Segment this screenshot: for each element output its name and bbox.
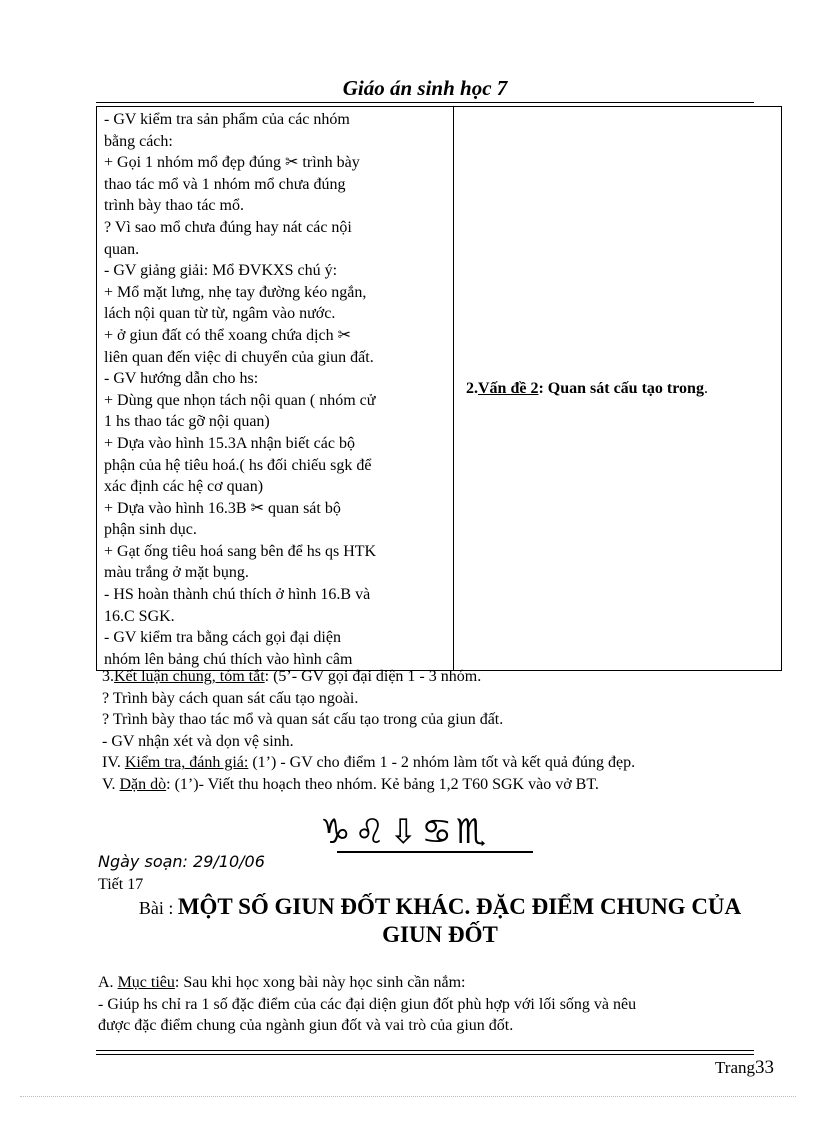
content-cell: [454, 107, 782, 671]
page-header-title: Giáo án sinh học 7: [342, 76, 508, 100]
homework-text: : (1’)- Viết thu hoạch theo nhóm. Kẻ bảng 1,2 T60 SGK vào vở BT.: [166, 775, 599, 793]
objective-heading: [98, 972, 782, 994]
table-line: quan.: [104, 240, 140, 258]
table-line: lách nội quan từ từ, ngâm vào nước.: [104, 305, 336, 323]
table-line: xác định các hệ cơ quan): [104, 478, 264, 496]
lesson-title-text-1: MỘT SỐ GIUN ĐỐT KHÁC. ĐẶC ĐIỂM CHUNG CỦA: [177, 894, 742, 919]
lesson-body: [102, 666, 782, 796]
table-line: bằng cách:: [104, 132, 173, 150]
preparation-date: Ngày soạn: 29/10/06: [98, 852, 265, 871]
section-title: : Quan sát cấu tạo trong: [538, 379, 704, 397]
table-line: 1 hs thao tác gỡ nội quan): [104, 413, 270, 431]
table-line: phận của hệ tiêu hoá.( hs đối chiếu sgk để: [104, 456, 372, 474]
table-line: + Dựa vào hình 15.3A nhận biết các bộ: [104, 434, 355, 452]
table-line: - HS hoàn thành chú thích ở hình 16.B và: [104, 586, 371, 604]
conclusion-prefix: 3.: [102, 668, 114, 685]
objective-detail: - Giúp hs chỉ ra 1 số đặc điểm của các đại diện giun đốt phù hợp với lối sống và nêu: [98, 995, 637, 1013]
section-number: 2.: [466, 379, 478, 397]
page-edge: [20, 1096, 796, 1097]
table-line: nhóm lên bảng chú thích vào hình câm: [104, 650, 353, 668]
lesson-title-line-2: GIUN ĐỐT: [382, 922, 498, 947]
homework-line: [102, 774, 782, 796]
table-line: + Gạt ống tiêu hoá sang bên để hs qs HTK: [104, 542, 377, 560]
objective-intro: : Sau khi học xong bài này học sinh cần nắm:: [174, 974, 466, 991]
table-line: + Dùng que nhọn tách nội quan ( nhóm cử: [104, 391, 376, 409]
table-line: + Gọi 1 nhóm mổ đẹp đúng ✂ trình bày: [104, 154, 360, 172]
assessment-label: Kiểm tra, đánh giá:: [124, 754, 249, 772]
body-line: ? Trình bày thao tác mổ và quan sát cấu tạo trong của giun đất.: [102, 711, 504, 729]
table-line: + ở giun đất có thể xoang chứa dịch ✂: [104, 326, 352, 344]
body-line: - GV nhận xét và dọn vệ sinh.: [102, 732, 294, 750]
footer-rule: [96, 1050, 754, 1055]
ornament-underline: [337, 851, 533, 853]
page-number: [715, 1057, 774, 1079]
homework-prefix: V.: [102, 775, 120, 793]
table-line: ? Vì sao mổ chưa đúng hay nát các nội: [104, 218, 352, 236]
section-label: Vấn đề 2: [478, 379, 539, 397]
table-line: - GV kiểm tra bằng cách gọi đại diện: [104, 629, 341, 647]
body-line: ? Trình bày cách quan sát cấu tạo ngoài.: [102, 689, 359, 707]
lesson-table: [96, 106, 782, 671]
table-line: 16.C SGK.: [104, 607, 175, 625]
objectives-section: [98, 972, 782, 1037]
objective-detail: được đặc điểm chung của ngành giun đốt và vai trò của giun đốt.: [98, 1017, 514, 1035]
page-number-value: 33: [755, 1057, 774, 1078]
table-line: + Dựa vào hình 16.3B ✂ quan sát bộ: [104, 499, 341, 517]
assessment-text: (1’) - GV cho điểm 1 - 2 nhóm làm tốt và kết quả đúng đẹp.: [248, 754, 636, 772]
table-line: phận sinh dục.: [104, 521, 197, 539]
homework-label: Dặn dò: [119, 775, 167, 793]
objective-prefix: A.: [98, 974, 118, 991]
conclusion-text: : (5’- GV gọi đại diện 1 - 3 nhóm.: [264, 668, 482, 685]
teacher-activities-cell: [97, 107, 454, 671]
lesson-title: [98, 894, 782, 948]
table-line: - GV kiểm tra sản phẩm của các nhóm: [104, 111, 350, 128]
zodiac-ornament: ♑♌⇩♋♏: [320, 812, 491, 852]
table-line: trình bày thao tác mổ.: [104, 197, 244, 215]
conclusion-line: [102, 666, 782, 688]
table-line: màu trắng ở mặt bụng.: [104, 564, 249, 582]
assessment-line: [102, 752, 782, 774]
table-line: + Mổ mặt lưng, nhẹ tay đường kéo ngắn,: [104, 283, 367, 301]
objective-label: Mục tiêu: [117, 974, 175, 991]
table-line: - GV giảng giải: Mổ ĐVKXS chú ý:: [104, 262, 338, 280]
page-label: Trang: [715, 1058, 755, 1077]
table-line: - GV hướng dẫn cho hs:: [104, 370, 259, 388]
section-end: .: [703, 379, 708, 397]
assessment-prefix: IV.: [102, 754, 125, 772]
table-line: liên quan đến việc di chuyển của giun đất.: [104, 348, 374, 366]
table-line: thao tác mổ và 1 nhóm mổ chưa đúng: [104, 175, 346, 193]
lesson-title-prefix: Bài :: [138, 898, 178, 918]
period-number: Tiết 17: [98, 876, 144, 893]
conclusion-label: Kết luận chung, tóm tắt: [114, 668, 265, 685]
lesson-title-line-1: [98, 894, 782, 920]
